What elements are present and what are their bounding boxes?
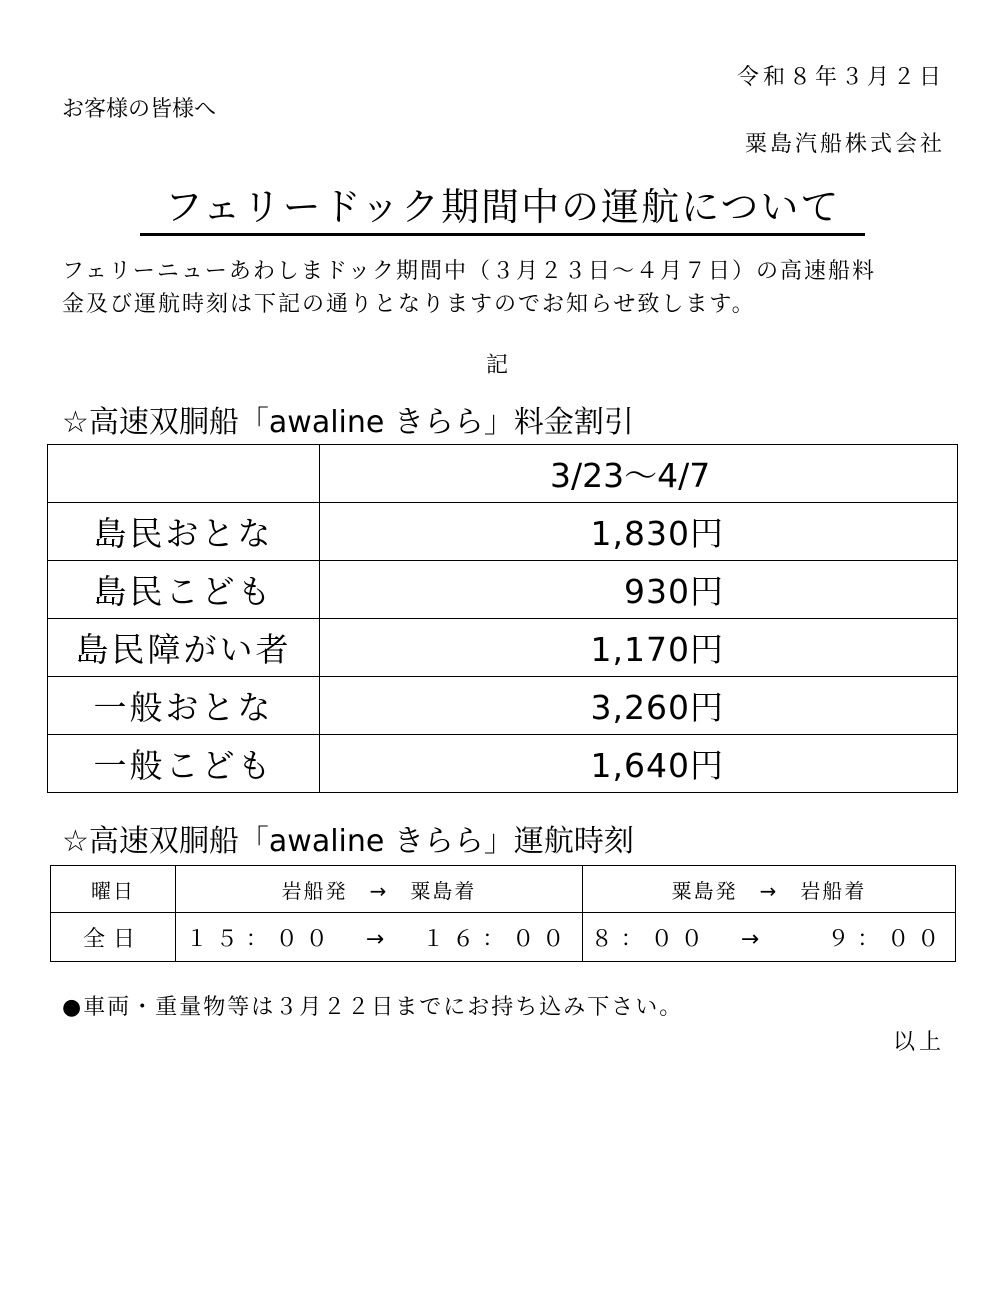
fare-unit: 円 — [690, 688, 724, 727]
fare-price: 1,640 — [590, 746, 690, 785]
table-row — [48, 677, 958, 735]
fare-price: 3,260 — [590, 688, 690, 727]
fare-header-empty-cell — [48, 445, 320, 503]
fare-price-cell — [320, 619, 958, 677]
table-row — [48, 561, 958, 619]
fare-label: 島民おとな — [48, 503, 320, 561]
fare-label: 島民こども — [48, 561, 320, 619]
fare-unit: 円 — [690, 514, 724, 553]
fare-unit: 円 — [690, 746, 724, 785]
fare-table — [47, 444, 958, 793]
fare-price: 1,830 — [590, 514, 690, 553]
fare-unit: 円 — [690, 630, 724, 669]
table-row — [48, 619, 958, 677]
fare-header-row — [48, 445, 958, 503]
fare-section-heading: ☆高速双胴船「awaline きらら」料金割引 — [62, 405, 634, 440]
vehicle-note-text: 車両・重量物等は３月２２日までにお持ち込み下さい。 — [83, 995, 684, 1020]
vehicle-note — [62, 990, 683, 1021]
fare-price-cell — [320, 677, 958, 735]
intro-paragraph — [62, 255, 947, 321]
ki-marker: 記 — [486, 353, 509, 378]
schedule-outbound-time: １５：００ → １６：００ — [176, 913, 583, 962]
fare-unit: 円 — [690, 572, 724, 611]
greeting: お客様の皆様へ — [62, 97, 217, 122]
fare-label: 島民障がい者 — [48, 619, 320, 677]
schedule-header-day: 曜日 — [51, 866, 176, 913]
notice-date: 令和８年３月２日 — [736, 65, 945, 90]
table-row — [48, 735, 958, 793]
schedule-header-row — [51, 866, 956, 913]
fare-price: 1,170 — [590, 630, 690, 669]
intro-line-2: 金及び運航時刻は下記の通りとなりますのでお知らせ致します。 — [62, 292, 756, 317]
table-row — [51, 913, 956, 962]
fare-price-cell — [320, 561, 958, 619]
intro-line-1: フェリーニューあわしまドック期間中（３月２３日～４月７日）の高速船料 — [62, 259, 877, 284]
fare-price-cell — [320, 503, 958, 561]
fare-label: 一般おとな — [48, 677, 320, 735]
bullet-icon: ● — [62, 995, 84, 1020]
schedule-header-outbound: 岩船発 → 粟島着 — [176, 866, 583, 913]
page-title: フェリードック期間中の運航について — [140, 183, 865, 236]
fare-price-cell — [320, 735, 958, 793]
closing-mark: 以上 — [892, 1030, 945, 1055]
company-name: 粟島汽船株式会社 — [744, 132, 945, 157]
fare-period: 3/23～4/7 — [320, 445, 958, 503]
schedule-section-heading: ☆高速双胴船「awaline きらら」運航時刻 — [62, 824, 634, 859]
schedule-day: 全日 — [51, 913, 176, 962]
schedule-table — [50, 865, 956, 962]
schedule-header-return: 粟島発 → 岩船着 — [583, 866, 956, 913]
schedule-return-time: ８：００ → ９：００ — [583, 913, 956, 962]
fare-price: 930 — [624, 572, 690, 611]
table-row — [48, 503, 958, 561]
fare-label: 一般こども — [48, 735, 320, 793]
